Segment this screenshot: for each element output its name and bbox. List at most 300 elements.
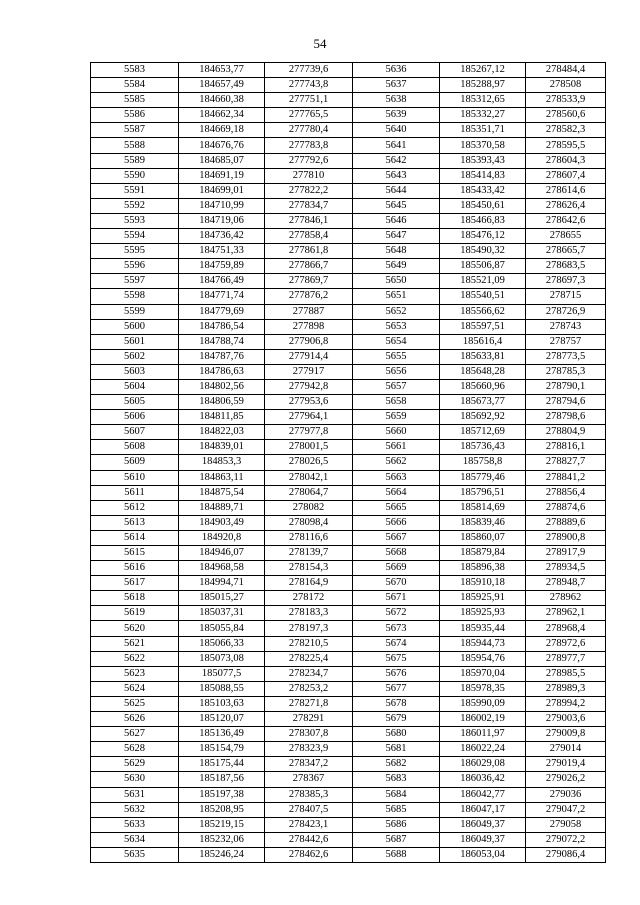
x-coordinate-cell: 185633,81 bbox=[440, 349, 526, 364]
x-coordinate-cell: 184719,06 bbox=[179, 213, 265, 228]
x-coordinate-cell: 185015,27 bbox=[179, 591, 265, 606]
x-coordinate-cell: 186042,77 bbox=[440, 787, 526, 802]
y-coordinate-cell: 277765,5 bbox=[265, 108, 353, 123]
point-number-cell: 5628 bbox=[91, 742, 179, 757]
table-row bbox=[91, 500, 606, 515]
y-coordinate-cell: 278827,7 bbox=[526, 455, 606, 470]
point-number-cell: 5640 bbox=[353, 123, 440, 138]
x-coordinate-cell: 186036,42 bbox=[440, 772, 526, 787]
x-coordinate-cell: 185066,33 bbox=[179, 636, 265, 651]
point-number-cell: 5590 bbox=[91, 168, 179, 183]
point-number-cell: 5657 bbox=[353, 379, 440, 394]
point-number-cell: 5663 bbox=[353, 470, 440, 485]
y-coordinate-cell: 279058 bbox=[526, 817, 606, 832]
point-number-cell: 5616 bbox=[91, 561, 179, 576]
x-coordinate-cell: 185616,4 bbox=[440, 334, 526, 349]
point-number-cell: 5595 bbox=[91, 244, 179, 259]
point-number-cell: 5608 bbox=[91, 440, 179, 455]
y-coordinate-cell: 278271,8 bbox=[265, 696, 353, 711]
table-row bbox=[91, 621, 606, 636]
point-number-cell: 5601 bbox=[91, 334, 179, 349]
y-coordinate-cell: 278874,6 bbox=[526, 500, 606, 515]
y-coordinate-cell: 277876,2 bbox=[265, 289, 353, 304]
table-row bbox=[91, 817, 606, 832]
y-coordinate-cell: 278804,9 bbox=[526, 425, 606, 440]
point-number-cell: 5661 bbox=[353, 440, 440, 455]
point-number-cell: 5627 bbox=[91, 727, 179, 742]
table-row bbox=[91, 78, 606, 93]
point-number-cell: 5630 bbox=[91, 772, 179, 787]
point-number-cell: 5612 bbox=[91, 500, 179, 515]
y-coordinate-cell: 278604,3 bbox=[526, 153, 606, 168]
point-number-cell: 5658 bbox=[353, 395, 440, 410]
point-number-cell: 5654 bbox=[353, 334, 440, 349]
point-number-cell: 5626 bbox=[91, 712, 179, 727]
table-row bbox=[91, 606, 606, 621]
x-coordinate-cell: 185978,35 bbox=[440, 681, 526, 696]
y-coordinate-cell: 278994,2 bbox=[526, 696, 606, 711]
x-coordinate-cell: 184787,76 bbox=[179, 349, 265, 364]
point-number-cell: 5639 bbox=[353, 108, 440, 123]
x-coordinate-cell: 185490,32 bbox=[440, 244, 526, 259]
x-coordinate-cell: 185351,71 bbox=[440, 123, 526, 138]
point-number-cell: 5621 bbox=[91, 636, 179, 651]
point-number-cell: 5620 bbox=[91, 621, 179, 636]
x-coordinate-cell: 185370,58 bbox=[440, 138, 526, 153]
x-coordinate-cell: 184685,07 bbox=[179, 153, 265, 168]
point-number-cell: 5631 bbox=[91, 787, 179, 802]
point-number-cell: 5677 bbox=[353, 681, 440, 696]
x-coordinate-cell: 184786,63 bbox=[179, 364, 265, 379]
point-number-cell: 5604 bbox=[91, 379, 179, 394]
point-number-cell: 5641 bbox=[353, 138, 440, 153]
x-coordinate-cell: 185312,65 bbox=[440, 93, 526, 108]
point-number-cell: 5642 bbox=[353, 153, 440, 168]
table-row bbox=[91, 530, 606, 545]
x-coordinate-cell: 185814,69 bbox=[440, 500, 526, 515]
point-number-cell: 5643 bbox=[353, 168, 440, 183]
coordinates-table bbox=[90, 62, 606, 863]
point-number-cell: 5598 bbox=[91, 289, 179, 304]
point-number-cell: 5597 bbox=[91, 274, 179, 289]
x-coordinate-cell: 184710,99 bbox=[179, 198, 265, 213]
point-number-cell: 5611 bbox=[91, 485, 179, 500]
x-coordinate-cell: 185414,83 bbox=[440, 168, 526, 183]
table-row bbox=[91, 229, 606, 244]
point-number-cell: 5624 bbox=[91, 681, 179, 696]
point-number-cell: 5633 bbox=[91, 817, 179, 832]
page-number: 54 bbox=[313, 36, 327, 51]
x-coordinate-cell: 184771,74 bbox=[179, 289, 265, 304]
point-number-cell: 5665 bbox=[353, 500, 440, 515]
point-number-cell: 5587 bbox=[91, 123, 179, 138]
y-coordinate-cell: 278508 bbox=[526, 78, 606, 93]
y-coordinate-cell: 278253,2 bbox=[265, 681, 353, 696]
y-coordinate-cell: 278407,5 bbox=[265, 802, 353, 817]
point-number-cell: 5685 bbox=[353, 802, 440, 817]
x-coordinate-cell: 184839,01 bbox=[179, 440, 265, 455]
y-coordinate-cell: 277743,8 bbox=[265, 78, 353, 93]
point-number-cell: 5662 bbox=[353, 455, 440, 470]
y-coordinate-cell: 278347,2 bbox=[265, 757, 353, 772]
table-row bbox=[91, 274, 606, 289]
x-coordinate-cell: 184653,77 bbox=[179, 63, 265, 78]
x-coordinate-cell: 184657,49 bbox=[179, 78, 265, 93]
point-number-cell: 5653 bbox=[353, 319, 440, 334]
point-number-cell: 5683 bbox=[353, 772, 440, 787]
y-coordinate-cell: 277914,4 bbox=[265, 349, 353, 364]
point-number-cell: 5638 bbox=[353, 93, 440, 108]
x-coordinate-cell: 184779,69 bbox=[179, 304, 265, 319]
point-number-cell: 5605 bbox=[91, 395, 179, 410]
point-number-cell: 5646 bbox=[353, 213, 440, 228]
y-coordinate-cell: 278841,2 bbox=[526, 470, 606, 485]
x-coordinate-cell: 185660,96 bbox=[440, 379, 526, 394]
table-row bbox=[91, 198, 606, 213]
y-coordinate-cell: 277783,8 bbox=[265, 138, 353, 153]
x-coordinate-cell: 185187,56 bbox=[179, 772, 265, 787]
x-coordinate-cell: 184889,71 bbox=[179, 500, 265, 515]
point-number-cell: 5599 bbox=[91, 304, 179, 319]
y-coordinate-cell: 278683,5 bbox=[526, 259, 606, 274]
x-coordinate-cell: 184676,76 bbox=[179, 138, 265, 153]
table-row bbox=[91, 727, 606, 742]
x-coordinate-cell: 185896,38 bbox=[440, 561, 526, 576]
x-coordinate-cell: 185175,44 bbox=[179, 757, 265, 772]
x-coordinate-cell: 185476,12 bbox=[440, 229, 526, 244]
x-coordinate-cell: 185120,07 bbox=[179, 712, 265, 727]
y-coordinate-cell: 278665,7 bbox=[526, 244, 606, 259]
point-number-cell: 5637 bbox=[353, 78, 440, 93]
y-coordinate-cell: 277917 bbox=[265, 364, 353, 379]
x-coordinate-cell: 184766,49 bbox=[179, 274, 265, 289]
y-coordinate-cell: 278139,7 bbox=[265, 546, 353, 561]
point-number-cell: 5659 bbox=[353, 410, 440, 425]
y-coordinate-cell: 278948,7 bbox=[526, 576, 606, 591]
y-coordinate-cell: 278210,5 bbox=[265, 636, 353, 651]
x-coordinate-cell: 184699,01 bbox=[179, 183, 265, 198]
y-coordinate-cell: 278164,9 bbox=[265, 576, 353, 591]
table-row bbox=[91, 425, 606, 440]
y-coordinate-cell: 277834,7 bbox=[265, 198, 353, 213]
y-coordinate-cell: 278367 bbox=[265, 772, 353, 787]
table-row bbox=[91, 847, 606, 862]
point-number-cell: 5603 bbox=[91, 364, 179, 379]
y-coordinate-cell: 278798,6 bbox=[526, 410, 606, 425]
point-number-cell: 5684 bbox=[353, 787, 440, 802]
point-number-cell: 5613 bbox=[91, 515, 179, 530]
x-coordinate-cell: 185055,84 bbox=[179, 621, 265, 636]
point-number-cell: 5592 bbox=[91, 198, 179, 213]
y-coordinate-cell: 278917,9 bbox=[526, 546, 606, 561]
x-coordinate-cell: 185970,04 bbox=[440, 666, 526, 681]
y-coordinate-cell: 278856,4 bbox=[526, 485, 606, 500]
x-coordinate-cell: 184968,58 bbox=[179, 561, 265, 576]
y-coordinate-cell: 277977,8 bbox=[265, 425, 353, 440]
x-coordinate-cell: 185521,09 bbox=[440, 274, 526, 289]
y-coordinate-cell: 278225,4 bbox=[265, 651, 353, 666]
y-coordinate-cell: 278962,1 bbox=[526, 606, 606, 621]
point-number-cell: 5652 bbox=[353, 304, 440, 319]
point-number-cell: 5585 bbox=[91, 93, 179, 108]
x-coordinate-cell: 185935,44 bbox=[440, 621, 526, 636]
x-coordinate-cell: 184802,56 bbox=[179, 379, 265, 394]
x-coordinate-cell: 185540,51 bbox=[440, 289, 526, 304]
x-coordinate-cell: 185954,76 bbox=[440, 651, 526, 666]
x-coordinate-cell: 185712,69 bbox=[440, 425, 526, 440]
table-row bbox=[91, 395, 606, 410]
y-coordinate-cell: 278001,5 bbox=[265, 440, 353, 455]
x-coordinate-cell: 186011,97 bbox=[440, 727, 526, 742]
x-coordinate-cell: 186053,04 bbox=[440, 847, 526, 862]
x-coordinate-cell: 185433,42 bbox=[440, 183, 526, 198]
x-coordinate-cell: 184788,74 bbox=[179, 334, 265, 349]
x-coordinate-cell: 184875,54 bbox=[179, 485, 265, 500]
point-number-cell: 5666 bbox=[353, 515, 440, 530]
point-number-cell: 5614 bbox=[91, 530, 179, 545]
x-coordinate-cell: 184691,19 bbox=[179, 168, 265, 183]
x-coordinate-cell: 186022,24 bbox=[440, 742, 526, 757]
table-row bbox=[91, 289, 606, 304]
x-coordinate-cell: 185136,49 bbox=[179, 727, 265, 742]
point-number-cell: 5623 bbox=[91, 666, 179, 681]
point-number-cell: 5615 bbox=[91, 546, 179, 561]
x-coordinate-cell: 184903,49 bbox=[179, 515, 265, 530]
point-number-cell: 5634 bbox=[91, 832, 179, 847]
y-coordinate-cell: 279014 bbox=[526, 742, 606, 757]
y-coordinate-cell: 278442,6 bbox=[265, 832, 353, 847]
point-number-cell: 5606 bbox=[91, 410, 179, 425]
x-coordinate-cell: 185566,62 bbox=[440, 304, 526, 319]
point-number-cell: 5667 bbox=[353, 530, 440, 545]
x-coordinate-cell: 185393,43 bbox=[440, 153, 526, 168]
x-coordinate-cell: 184994,71 bbox=[179, 576, 265, 591]
x-coordinate-cell: 185288,97 bbox=[440, 78, 526, 93]
y-coordinate-cell: 278098,4 bbox=[265, 515, 353, 530]
y-coordinate-cell: 277810 bbox=[265, 168, 353, 183]
point-number-cell: 5648 bbox=[353, 244, 440, 259]
table-row bbox=[91, 93, 606, 108]
y-coordinate-cell: 278154,3 bbox=[265, 561, 353, 576]
table-row bbox=[91, 515, 606, 530]
point-number-cell: 5629 bbox=[91, 757, 179, 772]
point-number-cell: 5660 bbox=[353, 425, 440, 440]
point-number-cell: 5619 bbox=[91, 606, 179, 621]
y-coordinate-cell: 278715 bbox=[526, 289, 606, 304]
table-row bbox=[91, 440, 606, 455]
point-number-cell: 5681 bbox=[353, 742, 440, 757]
point-number-cell: 5591 bbox=[91, 183, 179, 198]
x-coordinate-cell: 184736,42 bbox=[179, 229, 265, 244]
y-coordinate-cell: 278323,9 bbox=[265, 742, 353, 757]
y-coordinate-cell: 278614,6 bbox=[526, 183, 606, 198]
x-coordinate-cell: 185692,92 bbox=[440, 410, 526, 425]
y-coordinate-cell: 278183,3 bbox=[265, 606, 353, 621]
y-coordinate-cell: 278972,6 bbox=[526, 636, 606, 651]
x-coordinate-cell: 185103,63 bbox=[179, 696, 265, 711]
x-coordinate-cell: 184946,07 bbox=[179, 546, 265, 561]
y-coordinate-cell: 278560,6 bbox=[526, 108, 606, 123]
point-number-cell: 5647 bbox=[353, 229, 440, 244]
table-row bbox=[91, 651, 606, 666]
table-row bbox=[91, 259, 606, 274]
table-row bbox=[91, 742, 606, 757]
point-number-cell: 5676 bbox=[353, 666, 440, 681]
table-row bbox=[91, 410, 606, 425]
y-coordinate-cell: 278385,3 bbox=[265, 787, 353, 802]
y-coordinate-cell: 277822,2 bbox=[265, 183, 353, 198]
table-row bbox=[91, 666, 606, 681]
x-coordinate-cell: 185779,46 bbox=[440, 470, 526, 485]
x-coordinate-cell: 185450,61 bbox=[440, 198, 526, 213]
y-coordinate-cell: 278607,4 bbox=[526, 168, 606, 183]
table-row bbox=[91, 802, 606, 817]
table-row bbox=[91, 576, 606, 591]
x-coordinate-cell: 186002,19 bbox=[440, 712, 526, 727]
x-coordinate-cell: 185267,12 bbox=[440, 63, 526, 78]
table-row bbox=[91, 712, 606, 727]
x-coordinate-cell: 184853,3 bbox=[179, 455, 265, 470]
y-coordinate-cell: 279009,8 bbox=[526, 727, 606, 742]
y-coordinate-cell: 277942,8 bbox=[265, 379, 353, 394]
table-row bbox=[91, 379, 606, 394]
x-coordinate-cell: 184786,54 bbox=[179, 319, 265, 334]
point-number-cell: 5609 bbox=[91, 455, 179, 470]
y-coordinate-cell: 277846,1 bbox=[265, 213, 353, 228]
x-coordinate-cell: 185073,08 bbox=[179, 651, 265, 666]
x-coordinate-cell: 185990,09 bbox=[440, 696, 526, 711]
x-coordinate-cell: 186047,17 bbox=[440, 802, 526, 817]
y-coordinate-cell: 278234,7 bbox=[265, 666, 353, 681]
y-coordinate-cell: 277887 bbox=[265, 304, 353, 319]
x-coordinate-cell: 184660,38 bbox=[179, 93, 265, 108]
table-row bbox=[91, 591, 606, 606]
point-number-cell: 5593 bbox=[91, 213, 179, 228]
table-row bbox=[91, 696, 606, 711]
y-coordinate-cell: 279026,2 bbox=[526, 772, 606, 787]
y-coordinate-cell: 277906,8 bbox=[265, 334, 353, 349]
table-row bbox=[91, 470, 606, 485]
x-coordinate-cell: 184822,03 bbox=[179, 425, 265, 440]
point-number-cell: 5674 bbox=[353, 636, 440, 651]
y-coordinate-cell: 277780,4 bbox=[265, 123, 353, 138]
y-coordinate-cell: 277739,6 bbox=[265, 63, 353, 78]
point-number-cell: 5635 bbox=[91, 847, 179, 862]
y-coordinate-cell: 279072,2 bbox=[526, 832, 606, 847]
table-row bbox=[91, 455, 606, 470]
y-coordinate-cell: 278743 bbox=[526, 319, 606, 334]
point-number-cell: 5632 bbox=[91, 802, 179, 817]
table-row bbox=[91, 349, 606, 364]
table-row bbox=[91, 63, 606, 78]
x-coordinate-cell: 185758,8 bbox=[440, 455, 526, 470]
point-number-cell: 5656 bbox=[353, 364, 440, 379]
x-coordinate-cell: 185077,5 bbox=[179, 666, 265, 681]
y-coordinate-cell: 277792,6 bbox=[265, 153, 353, 168]
point-number-cell: 5686 bbox=[353, 817, 440, 832]
point-number-cell: 5617 bbox=[91, 576, 179, 591]
x-coordinate-cell: 186049,37 bbox=[440, 832, 526, 847]
x-coordinate-cell: 185925,93 bbox=[440, 606, 526, 621]
y-coordinate-cell: 278462,6 bbox=[265, 847, 353, 862]
y-coordinate-cell: 278889,6 bbox=[526, 515, 606, 530]
x-coordinate-cell: 184759,89 bbox=[179, 259, 265, 274]
table-row bbox=[91, 213, 606, 228]
point-number-cell: 5600 bbox=[91, 319, 179, 334]
y-coordinate-cell: 278934,5 bbox=[526, 561, 606, 576]
x-coordinate-cell: 186029,08 bbox=[440, 757, 526, 772]
x-coordinate-cell: 185925,91 bbox=[440, 591, 526, 606]
table-row bbox=[91, 561, 606, 576]
x-coordinate-cell: 185648,28 bbox=[440, 364, 526, 379]
table-row bbox=[91, 153, 606, 168]
x-coordinate-cell: 185219,15 bbox=[179, 817, 265, 832]
y-coordinate-cell: 278773,5 bbox=[526, 349, 606, 364]
point-number-cell: 5610 bbox=[91, 470, 179, 485]
y-coordinate-cell: 277898 bbox=[265, 319, 353, 334]
y-coordinate-cell: 278595,5 bbox=[526, 138, 606, 153]
y-coordinate-cell: 278968,4 bbox=[526, 621, 606, 636]
point-number-cell: 5584 bbox=[91, 78, 179, 93]
y-coordinate-cell: 278790,1 bbox=[526, 379, 606, 394]
y-coordinate-cell: 277751,1 bbox=[265, 93, 353, 108]
point-number-cell: 5664 bbox=[353, 485, 440, 500]
point-number-cell: 5669 bbox=[353, 561, 440, 576]
y-coordinate-cell: 278816,1 bbox=[526, 440, 606, 455]
x-coordinate-cell: 185506,87 bbox=[440, 259, 526, 274]
table-row bbox=[91, 304, 606, 319]
y-coordinate-cell: 277858,4 bbox=[265, 229, 353, 244]
table-row bbox=[91, 636, 606, 651]
point-number-cell: 5594 bbox=[91, 229, 179, 244]
x-coordinate-cell: 185597,51 bbox=[440, 319, 526, 334]
x-coordinate-cell: 184662,34 bbox=[179, 108, 265, 123]
x-coordinate-cell: 185944,73 bbox=[440, 636, 526, 651]
x-coordinate-cell: 185839,46 bbox=[440, 515, 526, 530]
point-number-cell: 5622 bbox=[91, 651, 179, 666]
y-coordinate-cell: 279047,2 bbox=[526, 802, 606, 817]
point-number-cell: 5680 bbox=[353, 727, 440, 742]
point-number-cell: 5618 bbox=[91, 591, 179, 606]
table-row bbox=[91, 485, 606, 500]
point-number-cell: 5678 bbox=[353, 696, 440, 711]
point-number-cell: 5636 bbox=[353, 63, 440, 78]
point-number-cell: 5655 bbox=[353, 349, 440, 364]
y-coordinate-cell: 277866,7 bbox=[265, 259, 353, 274]
y-coordinate-cell: 278582,3 bbox=[526, 123, 606, 138]
y-coordinate-cell: 278064,7 bbox=[265, 485, 353, 500]
y-coordinate-cell: 278423,1 bbox=[265, 817, 353, 832]
y-coordinate-cell: 278116,6 bbox=[265, 530, 353, 545]
x-coordinate-cell: 185673,77 bbox=[440, 395, 526, 410]
table-row bbox=[91, 244, 606, 259]
x-coordinate-cell: 185736,43 bbox=[440, 440, 526, 455]
point-number-cell: 5671 bbox=[353, 591, 440, 606]
x-coordinate-cell: 185796,51 bbox=[440, 485, 526, 500]
table-row bbox=[91, 364, 606, 379]
table-row bbox=[91, 108, 606, 123]
point-number-cell: 5673 bbox=[353, 621, 440, 636]
y-coordinate-cell: 279086,4 bbox=[526, 847, 606, 862]
x-coordinate-cell: 185088,55 bbox=[179, 681, 265, 696]
point-number-cell: 5588 bbox=[91, 138, 179, 153]
x-coordinate-cell: 185860,07 bbox=[440, 530, 526, 545]
y-coordinate-cell: 278962 bbox=[526, 591, 606, 606]
x-coordinate-cell: 184806,59 bbox=[179, 395, 265, 410]
x-coordinate-cell: 185232,06 bbox=[179, 832, 265, 847]
table-row bbox=[91, 546, 606, 561]
table-row bbox=[91, 123, 606, 138]
